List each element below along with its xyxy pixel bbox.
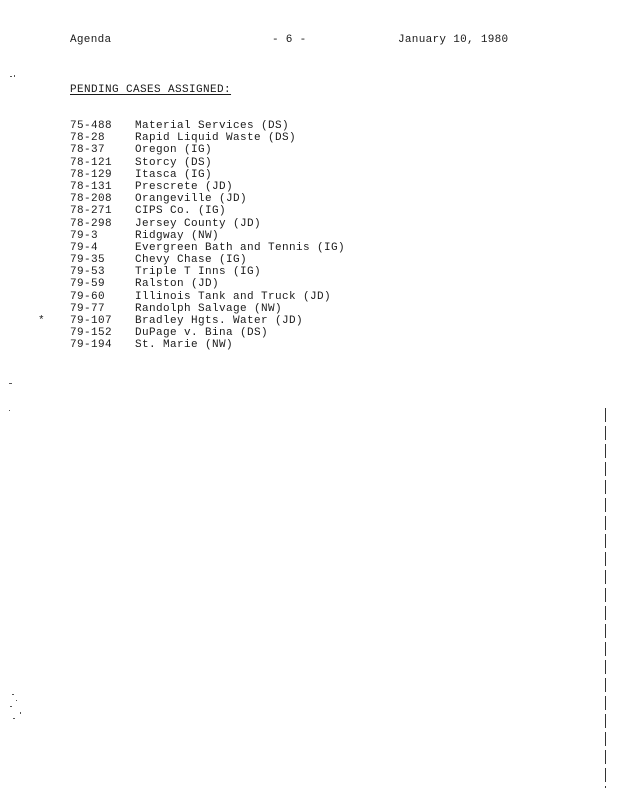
case-name: Chevy Chase (IG) — [135, 254, 248, 267]
case-number: 78-298 — [70, 217, 113, 230]
case-number: 79-4 — [70, 241, 99, 254]
case-name: CIPS Co. (IG) — [135, 205, 227, 218]
case-name: Oregon (IG) — [135, 144, 213, 157]
scan-speck — [13, 718, 15, 719]
scan-speck — [10, 76, 12, 77]
case-name: Orangeville (JD) — [135, 193, 248, 206]
case-name: Illinois Tank and Truck (JD) — [135, 290, 332, 303]
case-number: 79-107 — [70, 315, 113, 327]
scan-speck — [16, 700, 17, 701]
page-number: - 6 - — [272, 34, 307, 46]
case-name: Bradley Hgts. Water (JD) — [135, 315, 304, 327]
case-name: Evergreen Bath and Tennis (IG) — [135, 241, 346, 254]
case-number: 79-53 — [70, 266, 106, 279]
case-number: 79-59 — [70, 278, 106, 291]
scan-edge-line — [605, 408, 606, 788]
header-date: January 10, 1980 — [398, 34, 509, 46]
case-name: Triple T Inns (IG) — [135, 266, 262, 279]
case-number: 78-271 — [70, 205, 113, 218]
case-name: Storcy (DS) — [135, 156, 213, 169]
case-number: 78-37 — [70, 144, 106, 157]
case-number: 79-152 — [70, 327, 113, 340]
scan-speck — [12, 694, 14, 695]
header-agenda: Agenda — [70, 34, 112, 46]
case-number: 78-121 — [70, 156, 113, 169]
case-name: Itasca (IG) — [135, 168, 213, 181]
section-heading: PENDING CASES ASSIGNED: — [70, 84, 232, 96]
scan-speck — [9, 410, 10, 411]
case-number: 79-77 — [70, 302, 106, 315]
case-name: Prescrete (JD) — [135, 180, 234, 193]
case-number: 78-131 — [70, 180, 113, 193]
case-number: 78-28 — [70, 132, 106, 145]
case-number: 79-3 — [70, 229, 99, 242]
case-name: Jersey County (JD) — [135, 217, 262, 230]
case-number: 78-208 — [70, 193, 113, 206]
case-name: Rapid Liquid Waste (DS) — [135, 132, 297, 145]
case-name: St. Marie (NW) — [135, 339, 234, 352]
scan-speck — [14, 75, 15, 77]
case-name: Ralston (JD) — [135, 278, 220, 291]
page-header — [70, 34, 530, 50]
case-number: 79-35 — [70, 254, 106, 267]
case-number: 78-129 — [70, 168, 113, 181]
case-number: 79-60 — [70, 290, 106, 303]
case-number: 79-194 — [70, 339, 113, 352]
case-name: Material Services (DS) — [135, 120, 290, 132]
scan-speck — [10, 706, 12, 707]
case-number: 75-488 — [70, 120, 113, 132]
case-name: DuPage v. Bina (DS) — [135, 327, 269, 340]
case-marker: * — [38, 315, 46, 327]
case-name: Randolph Salvage (NW) — [135, 302, 283, 315]
scan-speck — [20, 712, 21, 714]
scan-speck — [9, 383, 12, 384]
case-name: Ridgway (NW) — [135, 229, 220, 242]
